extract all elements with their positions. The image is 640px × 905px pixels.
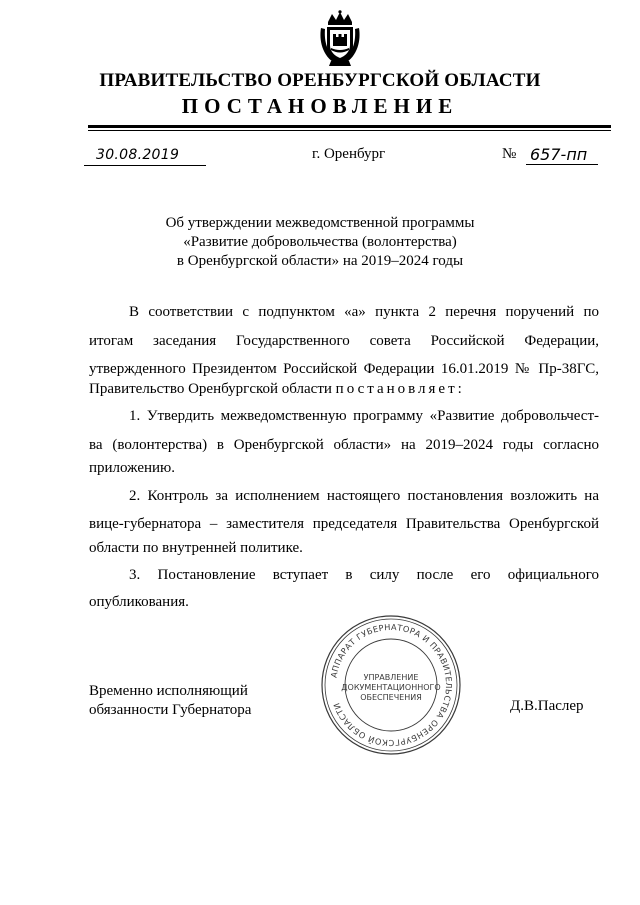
- body-line: В соответствии с подпунктом «а» пункта 2 перечня поручений по: [129, 304, 599, 320]
- signatory-name: Д.В.Паслер: [510, 698, 584, 714]
- document-city: г. Оренбург: [312, 146, 386, 162]
- title-line: Об утверждении межведомственной программы: [165, 215, 475, 231]
- signatory-position-line: обязанности Губернатора: [89, 702, 252, 718]
- stamp-ring-textpath: АППАРАТ ГУБЕРНАТОРА И ПРАВИТЕЛЬСТВА ОРЕНБУРГСКОЙ ОБЛАСТИ: [328, 621, 455, 749]
- body-line: итогам заседания Государственного совета Российской Федерации,: [89, 333, 599, 349]
- title-line: в Оренбургской области» на 2019–2024 годы: [176, 253, 464, 269]
- document-type: ПОСТАНОВЛЕНИЕ: [181, 94, 459, 118]
- official-stamp: [318, 612, 464, 758]
- coat-of-arms-icon: [318, 10, 362, 68]
- signatory-position: [89, 682, 251, 720]
- stamp-center-line: УПРАВЛЕНИЕ: [363, 673, 419, 682]
- body-line: утвержденного Президентом Российской Федерации 16.01.2019 № Пр-38ГС,: [89, 361, 599, 377]
- body-text: Правительство Оренбургской области: [89, 381, 332, 397]
- government-name: ПРАВИТЕЛЬСТВО ОРЕНБУРГСКОЙ ОБЛАСТИ: [99, 70, 541, 91]
- stamp-center-line: ДОКУМЕНТАЦИОННОГО: [341, 683, 441, 692]
- header-rule-thick: [88, 125, 611, 128]
- number-sign: №: [502, 146, 517, 162]
- document-number: 657-пп: [530, 145, 588, 164]
- title-line: «Развитие добровольчества (волонтерства): [183, 234, 457, 250]
- body-line: приложению.: [89, 460, 176, 476]
- body-line: опубликования.: [89, 594, 189, 610]
- body-line: [89, 381, 465, 398]
- document-date: 30.08.2019: [96, 147, 180, 163]
- number-underline: [526, 164, 598, 165]
- body-line: вице-губернатора – заместителя председателя Правительства Оренбургской: [89, 516, 599, 532]
- signatory-position-line: Временно исполняющий: [89, 683, 248, 699]
- body-line: 3. Постановление вступает в силу после его официального: [129, 567, 599, 583]
- document-date-field: [84, 146, 206, 166]
- body-line: 2. Контроль за исполнением настоящего постановления возложить на: [129, 488, 599, 504]
- stamp-center-line: ОБЕСПЕЧЕНИЯ: [360, 693, 422, 702]
- body-text-spaced: постановляет:: [335, 381, 465, 397]
- body-line: ва (волонтерства) в Оренбургской области» на 2019–2024 годы согласно: [89, 437, 599, 453]
- header-rule-thin: [88, 130, 611, 131]
- body-line: области по внутренней политике.: [89, 540, 303, 556]
- body-line: 1. Утвердить межведомственную программу «Развитие добровольчест-: [129, 408, 599, 424]
